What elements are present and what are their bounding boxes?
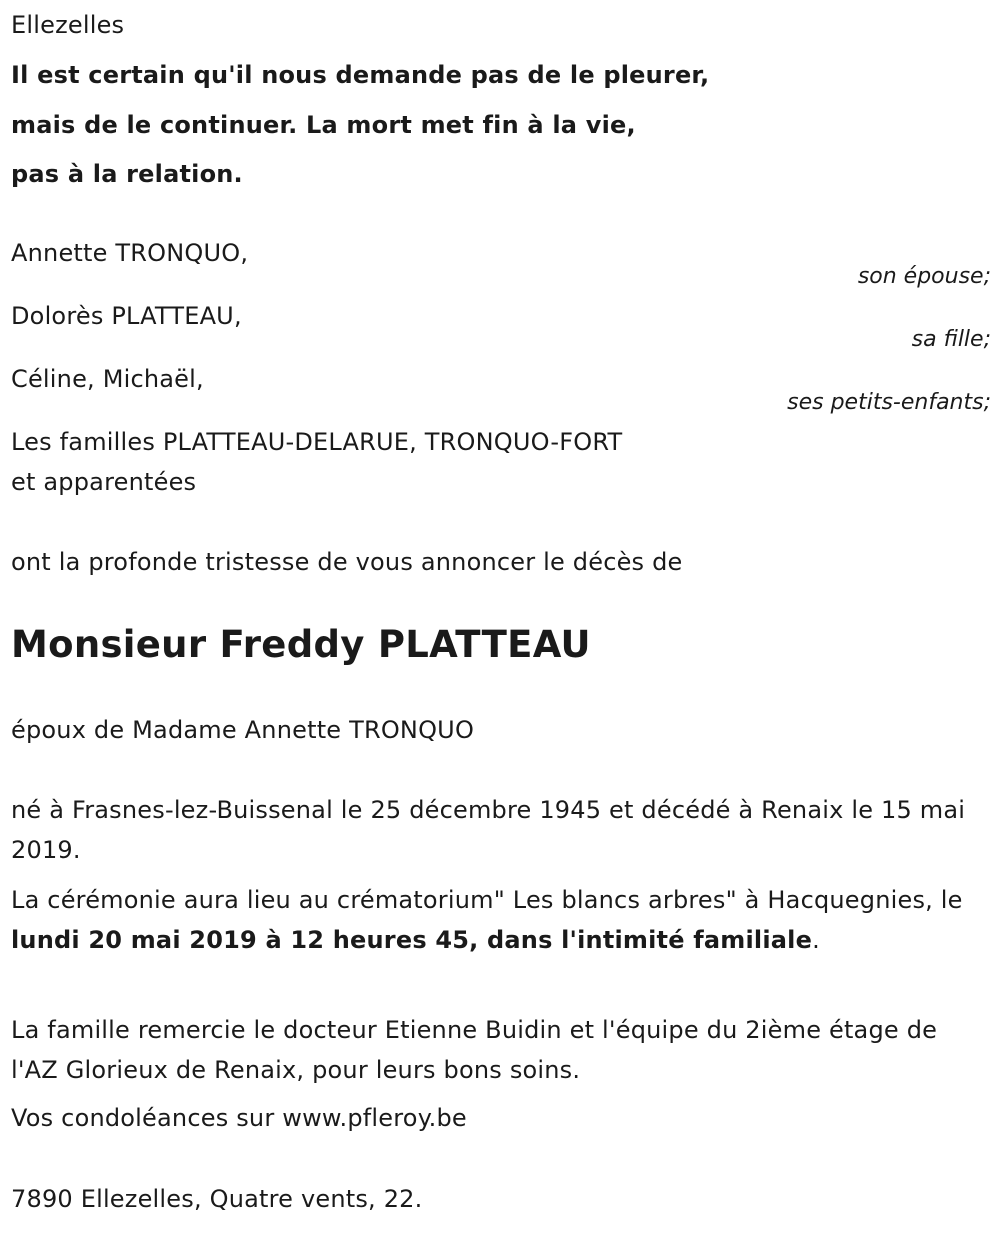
ceremony-text: [11, 880, 986, 960]
family-member-name: Dolorès PLATTEAU,: [11, 302, 242, 330]
address-text: 7890 Ellezelles, Quatre vents, 22.: [11, 1185, 423, 1213]
family-member-relation: ses petits-enfants;: [787, 390, 991, 415]
birth-death-text: né à Frasnes-lez-Buissenal le 25 décembre 1945 et décédé à Renaix le 15 mai 2019.: [11, 796, 966, 864]
location-text: Ellezelles: [11, 11, 125, 39]
quote-line-3: pas à la relation.: [11, 160, 243, 188]
ceremony-end: .: [812, 926, 820, 954]
quote-line-2: mais de le continuer. La mort met fin à la vie,: [11, 111, 636, 139]
family-member-relation: sa fille;: [911, 327, 991, 352]
announcement-text: ont la profonde tristesse de vous annoncer le décès de: [11, 548, 683, 576]
thanks-text: La famille remercie le docteur Etienne Buidin et l'équipe du 2ième étage de l'AZ Glorieux de Renaix, pour leurs bons soins.: [11, 1016, 938, 1084]
family-member-relation: son épouse;: [857, 264, 991, 289]
families-line-1: Les familles PLATTEAU-DELARUE, TRONQUO-FORT: [11, 428, 623, 456]
condolences-text: Vos condoléances sur www.pfleroy.be: [11, 1104, 467, 1132]
obituary-notice: [11, 0, 991, 1233]
spouse-line: époux de Madame Annette TRONQUO: [11, 716, 475, 744]
deceased-name: Monsieur Freddy PLATTEAU: [11, 623, 591, 666]
quote-line-1: Il est certain qu'il nous demande pas de le pleurer,: [11, 61, 710, 89]
family-member-name: Annette TRONQUO,: [11, 239, 249, 267]
ceremony-intro: La cérémonie aura lieu au crématorium" Les blancs arbres" à Hacquegnies, le: [11, 886, 963, 914]
families-line-2: et apparentées: [11, 468, 197, 496]
family-member-name: Céline, Michaël,: [11, 365, 204, 393]
ceremony-emphasis: lundi 20 mai 2019 à 12 heures 45, dans l'intimité familiale: [11, 926, 813, 954]
